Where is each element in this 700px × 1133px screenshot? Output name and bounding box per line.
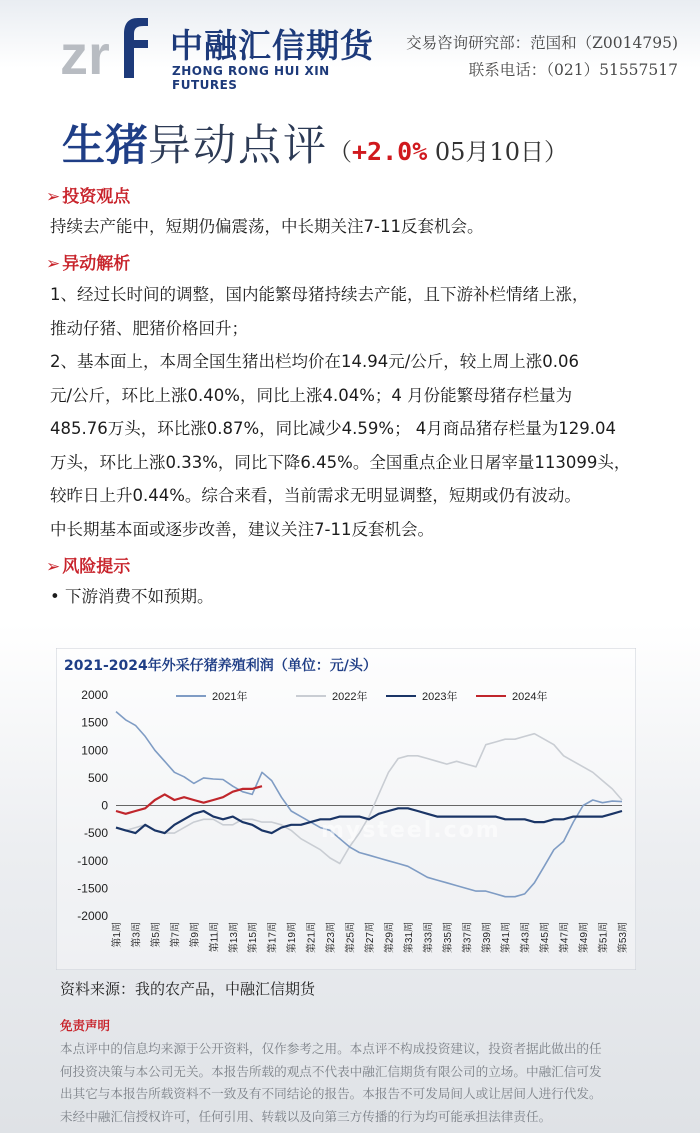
x-tick-label: 第49周 bbox=[579, 922, 591, 954]
x-tick-label: 第5周 bbox=[150, 922, 162, 948]
x-tick-label: 第7周 bbox=[170, 922, 182, 948]
analysis-line: 2、基本面上，本周全国生猪出栏均价在14.94元/公斤，较上周上涨0.06 bbox=[50, 352, 580, 371]
section-heading-risk bbox=[46, 552, 130, 577]
risk-item-text: 下游消费不如预期。 bbox=[64, 587, 214, 606]
title-date: 05月10日） bbox=[427, 138, 568, 166]
x-tick-label: 第13周 bbox=[228, 922, 240, 954]
disclaimer-heading: 免责声明 bbox=[60, 1018, 111, 1033]
risk-list bbox=[50, 580, 678, 614]
title-open-paren: （ bbox=[328, 138, 352, 166]
bullet-icon: • bbox=[50, 587, 65, 606]
risk-item bbox=[50, 580, 678, 614]
legend-label-2022: 2022年 bbox=[332, 691, 368, 703]
page-title bbox=[62, 112, 568, 173]
risk-heading-text: 风险提示 bbox=[62, 557, 131, 577]
legend-label-2023: 2023年 bbox=[422, 691, 458, 703]
disclaimer-text bbox=[60, 1038, 650, 1128]
x-tick-label: 第19周 bbox=[287, 922, 299, 954]
x-tick-label: 第35周 bbox=[442, 922, 454, 954]
x-tick-label: 第3周 bbox=[131, 922, 143, 948]
analysis-line: 中长期基本面或逐步改善，建议关注7-11反套机会。 bbox=[50, 519, 434, 539]
analysis-line: 较昨日上升0.44%。综合来看，当前需求无明显调整，短期或仍有波动。 bbox=[50, 486, 581, 505]
svg-text:zr: zr bbox=[60, 23, 110, 80]
contact-info bbox=[406, 30, 678, 84]
logo-english-name: ZHONG RONG HUI XIN FUTURES bbox=[172, 64, 330, 92]
zrhx-logo-mark bbox=[60, 12, 165, 80]
analysis-heading-text: 异动解析 bbox=[62, 254, 131, 274]
view-text: 持续去产能中，短期仍偏震荡，中长期关注7-11反套机会。 bbox=[50, 217, 484, 236]
x-tick-label: 第15周 bbox=[248, 922, 260, 954]
chevron-right-icon: ➢ bbox=[46, 557, 61, 577]
x-tick-label: 第11周 bbox=[209, 922, 221, 953]
x-tick-label: 第1周 bbox=[112, 922, 123, 948]
chart-svg bbox=[56, 648, 636, 970]
data-source: 资料来源：我的农产品，中融汇信期货 bbox=[60, 980, 316, 998]
x-tick-label: 第53周 bbox=[618, 922, 629, 954]
x-tick-label: 第21周 bbox=[306, 922, 318, 954]
x-tick-label: 第37周 bbox=[462, 922, 474, 954]
legend-label-2021: 2021年 bbox=[212, 691, 248, 703]
y-tick-label: 500 bbox=[87, 770, 108, 785]
x-tick-label: 第17周 bbox=[267, 922, 279, 954]
x-tick-label: 第51周 bbox=[598, 922, 610, 954]
disclaimer-line: 何投资决策与本公司无关。本报告所载的观点不代表中融汇信期货有限公司的立场。中融汇信可发 bbox=[60, 1063, 602, 1079]
analysis-line: 485.76万头，环比涨0.87%，同比减少4.59%； 4月商品猪存栏量为129.04 bbox=[50, 419, 617, 438]
x-tick-label: 第31周 bbox=[403, 922, 415, 954]
phone-line: 联系电话：（021）51557517 bbox=[468, 61, 678, 79]
section-heading-view bbox=[46, 182, 130, 207]
x-tick-label: 第9周 bbox=[189, 922, 201, 948]
x-tick-label: 第41周 bbox=[501, 922, 513, 954]
title-label: 异动点评 bbox=[148, 121, 328, 171]
y-tick-label: -2000 bbox=[77, 909, 108, 923]
analysis-line: 1、经过长时间的调整，国内能繁母猪持续去产能，且下游补栏情绪上涨， bbox=[50, 285, 589, 304]
chart-watermark: mysteel.com bbox=[321, 818, 501, 843]
analysis-line: 推动仔猪、肥猪价格回升； bbox=[50, 318, 248, 338]
analyst-line: 交易咨询研究部：范国和（Z0014795) bbox=[406, 34, 678, 52]
chart-title: 2021-2024年外采仔猪养殖利润（单位：元/头） bbox=[64, 658, 377, 674]
profit-chart bbox=[56, 648, 636, 970]
logo-chinese-name: 中融汇信期货 bbox=[170, 26, 374, 65]
x-tick-label: 第43周 bbox=[520, 922, 532, 954]
y-tick-label: -500 bbox=[83, 826, 108, 841]
legend-label-2024: 2024年 bbox=[512, 691, 548, 703]
disclaimer-line: 未经中融汇信授权许可，任何引用、转载以及向第三方传播的行为均可能承担法律责任。 bbox=[60, 1108, 552, 1124]
company-logo bbox=[60, 12, 380, 92]
analysis-paragraph bbox=[50, 278, 678, 546]
y-tick-label: 0 bbox=[101, 798, 108, 813]
view-heading-text: 投资观点 bbox=[62, 187, 131, 207]
y-tick-label: 1500 bbox=[81, 715, 108, 730]
chevron-right-icon: ➢ bbox=[46, 254, 61, 274]
analysis-line: 万头，环比上涨0.33%，同比下降6.45%。全国重点企业日屠宰量113099头， bbox=[50, 452, 631, 472]
x-tick-label: 第23周 bbox=[326, 922, 338, 954]
x-tick-label: 第29周 bbox=[384, 922, 396, 954]
x-tick-label: 第39周 bbox=[481, 922, 493, 954]
x-tick-label: 第47周 bbox=[559, 922, 571, 954]
x-tick-label: 第27周 bbox=[365, 922, 376, 954]
disclaimer-line: 出其它与本报告所载资料不一致及有不同结论的报告。本报告不可发局间人或让居间人进行代发。 bbox=[60, 1086, 602, 1101]
x-tick-label: 第25周 bbox=[345, 922, 357, 954]
x-tick-label: 第45周 bbox=[540, 922, 552, 954]
view-paragraph bbox=[50, 210, 678, 244]
y-tick-label: 1000 bbox=[81, 743, 108, 758]
y-tick-label: -1500 bbox=[77, 881, 108, 896]
y-tick-label: -1000 bbox=[77, 853, 108, 868]
title-product: 生猪 bbox=[62, 121, 148, 171]
title-change-percent: +2.0% bbox=[352, 137, 428, 166]
x-tick-label: 第33周 bbox=[423, 922, 435, 954]
analysis-line: 元/公斤，环比上涨0.40%，同比上涨4.04%；4 月份能繁母猪存栏量为 bbox=[50, 385, 573, 405]
section-heading-analysis bbox=[46, 249, 130, 274]
chevron-right-icon: ➢ bbox=[46, 187, 61, 207]
y-tick-label: 2000 bbox=[81, 688, 108, 702]
disclaimer-line: 本点评中的信息均来源于公开资料，仅作参考之用。本点评不构成投资建议，投资者据此做出的任 bbox=[60, 1041, 602, 1056]
